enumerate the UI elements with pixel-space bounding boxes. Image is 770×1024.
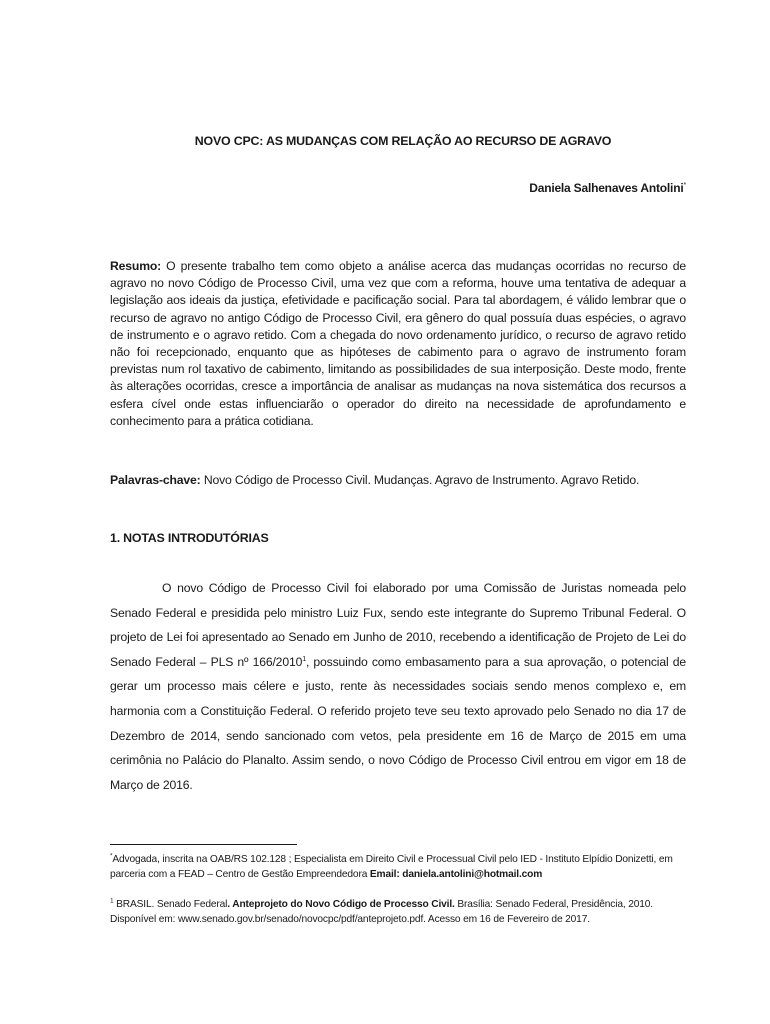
abstract: [110, 258, 686, 430]
document-title: NOVO CPC: AS MUDANÇAS COM RELAÇÃO AO RECURSO DE AGRAVO: [194, 134, 612, 148]
footnote-reference-1: [110, 898, 700, 928]
section-heading: 1. NOTAS INTRODUTÓRIAS: [110, 531, 269, 545]
footnote-author-mark: *: [110, 852, 113, 860]
author-name-text: Daniela Salhenaves Antolini: [529, 181, 684, 195]
footnote-1-prefix: BRASIL. Senado Federal: [113, 899, 228, 910]
footnote-author-email: Email: daniela.antolini@hotmail.com: [369, 868, 543, 880]
footnote-1-rest: Brasília: Senado Federal, Presidência, 2010. Disponível em: www.senado.gov.br/senado/novocpc/pdf/anteprojeto.pdf. Acesso em 16 de Fevereiro de 2017.: [110, 899, 653, 925]
footnote-reference: 1: [302, 655, 306, 663]
author-name: [529, 181, 686, 195]
body-paragraph: [110, 576, 686, 797]
footnote-1-bold-title: . Anteprojeto do Novo Código de Processo Civil.: [227, 899, 455, 910]
author-footnote-mark: *: [683, 182, 686, 189]
paragraph-text-part2: , possuindo como embasamento para a sua aprovação, o potencial de gerar um processo mais célere e justo, rente às necessidades sociais sendo menos complexo e, em harmonia com a Constituição Federal. O referido projeto teve seu texto aprovado pelo Senado no dia 17 de Dezembro de 2014, sendo sancionado com vetos, pela presidente em 16 de Março de 2015 em uma cerimônia no Palácio do Planalto. Assim sendo, o novo Código de Processo Civil entrou em vigor em 18 de Março de 2016.: [110, 654, 686, 792]
footnote-author: [110, 853, 700, 883]
keywords-text: Novo Código de Processo Civil. Mudanças. Agravo de Instrumento. Agravo Retido.: [200, 473, 640, 487]
footnote-divider: [110, 844, 297, 845]
paragraph-text-part1: O novo Código de Processo Civil foi elaborado por uma Comissão de Juristas nomeada pelo Senado Federal e presidida pelo ministro Luiz Fux, sendo este integrante do Supremo Tribunal Federal. O projeto de Lei foi apresentado ao Senado em Junho de 2010, recebendo a identificação de Projeto de Lei do Senado Federal – PLS nº 166/2010: [110, 581, 686, 669]
footnote-1-mark: 1: [110, 897, 114, 905]
abstract-label: Resumo:: [110, 259, 162, 273]
abstract-text: O presente trabalho tem como objeto a análise acerca das mudanças ocorridas no recurso de agravo no novo Código de Processo Civil, uma vez que com a reforma, houve uma tentativa de adequar a legislação aos ideais da justiça, efetividade e pacificação social. Para tal abordagem, é válido lembrar que o recurso de agravo no antigo Código de Processo Civil, era gênero do qual possuía duas espécies, o agravo de instrumento e o agravo retido. Com a chegada do novo ordenamento jurídico, o recurso de agravo retido não foi recepcionado, enquanto que as hipóteses de cabimento para o agravo de instrumento foram previstas num rol taxativo de cabimento, limitando as possibilidades de sua interposição. Deste modo, frente às alterações ocorridas, cresce a importância de analisar as mudanças na nova sistemática dos recursos a esfera cível onde estas influenciarão o operador do direito na necessidade de aprofundamento e conhecimento para a prática cotidiana.: [110, 259, 686, 428]
keywords: [110, 473, 710, 487]
footnote-author-text: Advogada, inscrita na OAB/RS 102.128 ; Especialista em Direito Civil e Processual Civil pelo IED - Instituto Elpídio Donizetti, em parceria com a FEAD – Centro de Gestão Empreendedora: [110, 854, 673, 880]
keywords-label: Palavras-chave:: [110, 473, 201, 487]
